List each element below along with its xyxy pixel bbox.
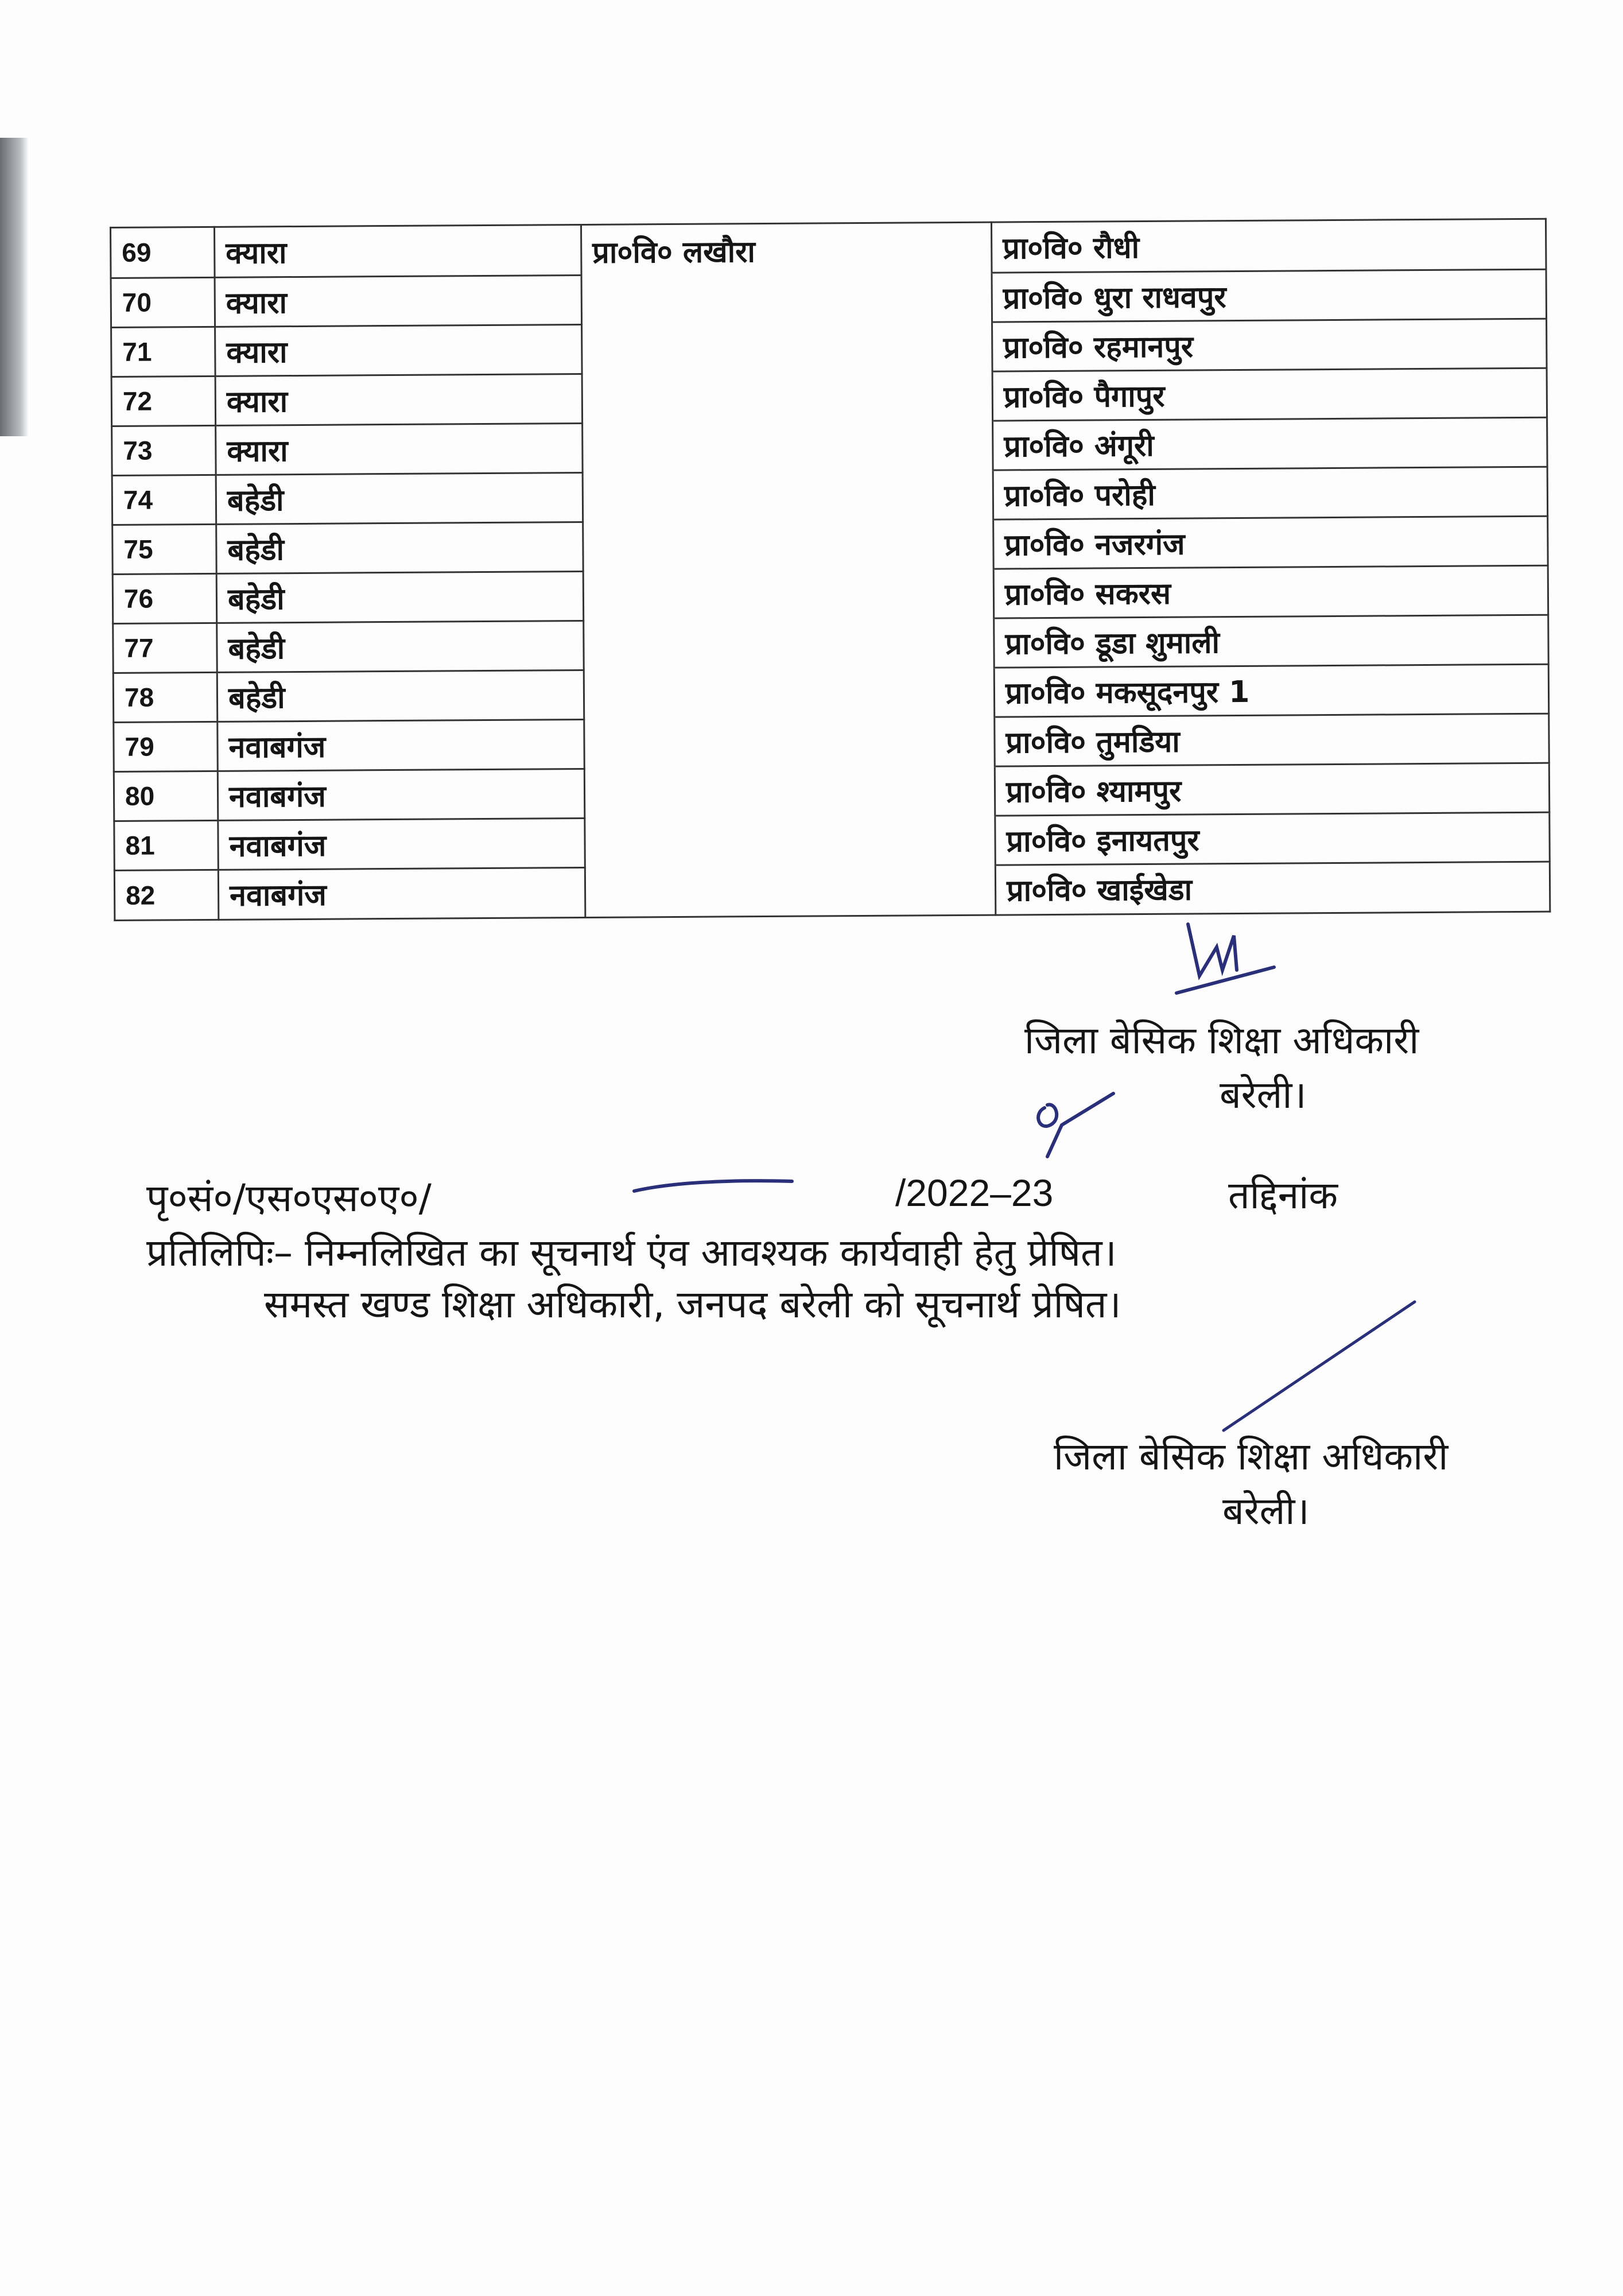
serial-number: 75	[112, 524, 217, 574]
block-name: क्यारा	[215, 275, 582, 327]
signature-1-place: बरेली।	[1220, 1073, 1307, 1117]
block-name: बहेडी	[216, 571, 584, 623]
empty-cell	[582, 322, 993, 374]
signature-1-designation: जिला बेसिक शिक्षा अधिकारी	[1024, 1018, 1419, 1062]
school-name: प्रा०वि० खाईखेडा	[995, 862, 1550, 915]
empty-cell	[585, 865, 996, 918]
block-name: बहेडी	[216, 472, 583, 524]
empty-cell	[582, 371, 993, 423]
block-name: नवाबगंज	[218, 769, 585, 820]
school-name: प्रा०वि० पैगापुर	[992, 368, 1547, 421]
signature-2-place: बरेली।	[1222, 1489, 1310, 1533]
serial-number: 79	[114, 722, 218, 771]
table-row	[114, 812, 1550, 870]
block-name: नवाबगंज	[218, 867, 585, 920]
table-row	[112, 467, 1547, 525]
school-name: प्रा०वि० नजरगंज	[993, 516, 1548, 569]
empty-cell	[585, 816, 996, 867]
serial-number: 71	[111, 327, 216, 377]
table-row	[112, 516, 1548, 574]
copy-line-2: समस्त खण्ड शिक्षा अधिकारी, जनपद बरेली को सूचनार्थ प्रेषित।	[264, 1282, 1121, 1327]
serial-number: 70	[111, 277, 215, 327]
block-name: क्यारा	[215, 374, 583, 425]
serial-number: 76	[112, 573, 217, 623]
diagonal-signature-stroke	[1217, 1297, 1423, 1435]
empty-cell	[583, 519, 994, 571]
school-name: प्रा०वि० डूडा शुमाली	[994, 615, 1549, 668]
serial-number: 78	[113, 672, 218, 722]
serial-number: 69	[111, 227, 215, 278]
initials-mark	[1027, 1091, 1119, 1159]
block-name: बहेडी	[217, 670, 584, 722]
school-name: प्रा०वि० रहमानपुर	[992, 319, 1547, 371]
block-name: क्यारा	[215, 224, 582, 277]
school-name: प्रा०वि० श्यामपुर	[995, 763, 1550, 816]
empty-cell	[584, 618, 995, 670]
empty-cell	[583, 470, 993, 522]
table-row	[111, 319, 1547, 377]
serial-number: 77	[113, 623, 218, 673]
copy-line-1: प्रतिलिपिः– निम्नलिखित का सूचनार्थ एंव आवश्यक कार्यवाही हेतु प्रेषित।	[146, 1231, 1117, 1275]
empty-cell	[583, 569, 994, 620]
serial-number: 74	[112, 475, 216, 525]
empty-cell	[584, 668, 995, 719]
block-name: नवाबगंज	[218, 719, 585, 771]
table-row	[111, 219, 1546, 278]
table-row	[114, 713, 1549, 771]
school-name: प्रा०वि० मकसूदनपुर 1	[994, 664, 1549, 717]
block-name: बहेडी	[216, 522, 584, 573]
empty-cell	[584, 717, 995, 769]
table-row	[114, 763, 1549, 821]
reference-number: पृ०सं०/एस०एस०ए०/	[146, 1176, 432, 1220]
block-name: क्यारा	[215, 324, 583, 376]
serial-number: 73	[112, 425, 216, 475]
table-row	[112, 565, 1548, 623]
block-name: नवाबगंज	[218, 818, 585, 870]
block-name: बहेडी	[217, 620, 584, 672]
school-name: प्रा०वि० तुमडिया	[995, 713, 1550, 766]
empty-cell	[584, 766, 995, 818]
school-name: प्रा०वि० रौधी	[991, 219, 1546, 272]
school-name: प्रा०वि० परोही	[993, 467, 1548, 519]
school-name: प्रा०वि० सकरस	[993, 565, 1548, 618]
empty-cell	[581, 273, 992, 324]
table-row	[111, 269, 1546, 327]
scan-edge-shadow	[0, 138, 29, 436]
table-row	[111, 368, 1547, 426]
reference-year: /2022–23	[895, 1172, 1054, 1214]
serial-number: 81	[114, 820, 219, 870]
signature-2-designation: जिला बेसिक शिक्षा अधिकारी	[1054, 1434, 1449, 1479]
serial-number: 72	[111, 376, 216, 426]
table-row	[114, 862, 1550, 921]
reference-date: तद्दिनांक	[1228, 1173, 1338, 1217]
table-row	[113, 664, 1548, 722]
empty-cell	[583, 421, 993, 472]
serial-number: 82	[114, 870, 219, 921]
merged-school: प्रा०वि० लखौरा	[581, 222, 992, 275]
pen-stroke	[626, 1177, 798, 1205]
table-row	[113, 615, 1548, 673]
school-name: प्रा०वि० अंगूरी	[993, 417, 1548, 470]
serial-number: 80	[114, 771, 218, 821]
school-table	[110, 218, 1551, 921]
signature-1	[1165, 913, 1280, 1004]
school-name: प्रा०वि० धुरा राधवपुर	[992, 269, 1547, 322]
school-name: प्रा०वि० इनायतपुर	[995, 812, 1550, 865]
block-name: क्यारा	[216, 423, 583, 475]
table-row	[112, 417, 1547, 475]
